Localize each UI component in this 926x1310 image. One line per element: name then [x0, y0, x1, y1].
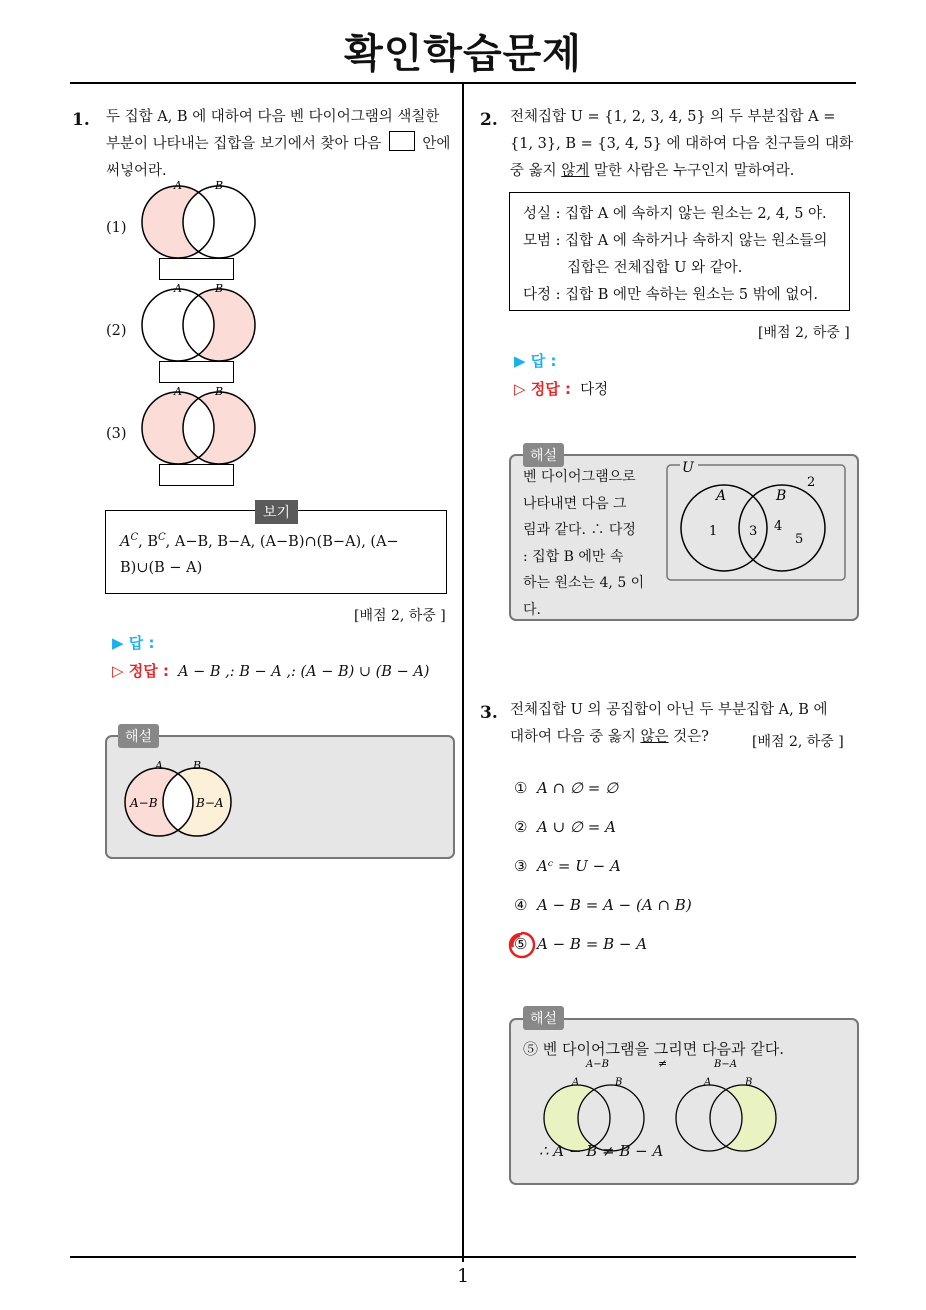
venn-label-b: B: [615, 1077, 623, 1088]
explanation-panel: [105, 735, 455, 859]
option-number: ③: [514, 857, 528, 875]
venn-label-a: A: [174, 385, 182, 398]
venn-diagram-b-minus-a: [135, 278, 260, 363]
option-2[interactable]: [514, 818, 616, 836]
venn-label-a: A: [155, 759, 163, 772]
explanation-tag: 해설: [523, 1006, 564, 1030]
option-4[interactable]: [514, 896, 692, 914]
bogi-fragment: , A−B, B−A, (A−B)∩(B−A), (A−: [165, 533, 399, 550]
part-label: (3): [106, 426, 127, 442]
dialog-box: [509, 192, 850, 311]
explanation-panel: [509, 1018, 859, 1185]
question-text: [510, 104, 860, 185]
question-text-fragment: 중 옳지: [510, 163, 557, 179]
region-label-b-minus-a: B−A: [196, 796, 224, 810]
option-expression: A − B = B − A: [537, 935, 648, 953]
dialog-line: 모범 : 집합 A 에 속하거나 속하지 않는 원소들의: [523, 233, 828, 249]
question-text-fragment: 대하여 다음 중 옳지: [510, 729, 636, 745]
question-text-fragment: 부분이 나타내는 집합을 보기에서 찾아 다음: [106, 136, 382, 152]
selected-answer-circle-icon: [506, 929, 538, 961]
explanation-line: 림과 같다. ∴ 다정: [523, 522, 636, 538]
option-number: ②: [514, 818, 528, 836]
universe-label: U: [682, 460, 694, 476]
question-text-line: 전체집합 U = {1, 2, 3, 4, 5} 의 두 부분집합 A =: [510, 109, 836, 125]
option-expression: Aᶜ = U − A: [537, 857, 621, 875]
column-divider: [462, 84, 464, 1262]
venn-label-b: B: [215, 385, 224, 398]
venn-diagram-a-minus-b: [135, 175, 260, 260]
bogi-tag: 보기: [255, 500, 298, 524]
explanation-line: ⑤ 벤 다이어그램을 그리면 다음과 같다.: [523, 1040, 784, 1058]
explanation-venn-comparison: [536, 1055, 836, 1155]
footer-rule: [70, 1256, 856, 1258]
dialog-line: 다정 : 집합 B 에만 속하는 원소는 5 밖에 없어.: [523, 287, 818, 303]
correct-label: ▷ 정답 :: [112, 662, 169, 680]
option-1[interactable]: [514, 779, 618, 797]
region-label-a-minus-b: A−B: [130, 796, 158, 810]
question-text-line: 전체집합 U 의 공집합이 아닌 두 부분집합 A, B 에: [510, 702, 828, 718]
venn-label-a: A: [174, 282, 182, 295]
bogi-fragment: A: [120, 533, 131, 550]
element-1: 1: [709, 524, 718, 539]
page-number: 1: [456, 1265, 470, 1287]
blank-box: [389, 131, 415, 151]
explanation-line: 다.: [523, 601, 541, 618]
question-number: 2.: [480, 110, 498, 130]
answer-box-2[interactable]: [159, 361, 234, 383]
correct-label: ▷ 정답 :: [514, 380, 571, 398]
answer-label: ▶ 답 :: [514, 352, 557, 370]
option-expression: A ∪ ∅ = A: [537, 818, 616, 836]
bogi-content: [120, 525, 399, 581]
explanation-line: 하는 원소는 4, 5 이: [523, 575, 645, 591]
question-text-line: 써넣어라.: [106, 163, 167, 179]
score-label: [배점 2, 하중 ]: [758, 325, 850, 341]
venn-label-a: A: [572, 1077, 580, 1088]
venn-label-a: A: [716, 488, 727, 504]
score-label: [배점 2, 하중 ]: [354, 608, 446, 624]
universe-venn-diagram: [664, 460, 850, 584]
question-number: 3.: [480, 703, 498, 723]
bogi-line-1: [120, 525, 399, 555]
answer-box-3[interactable]: [159, 464, 234, 486]
bogi-fragment: C: [130, 532, 139, 543]
venn-label-b: B: [193, 759, 202, 772]
part-label: (2): [106, 323, 127, 339]
option-3[interactable]: [514, 857, 621, 875]
element-2: 2: [807, 475, 816, 490]
conclusion: ∴ A − B ≠ B − A: [539, 1142, 664, 1160]
answer-label: ▶ 답 :: [112, 634, 155, 652]
explanation-tag: 해설: [523, 443, 564, 467]
underlined-word: 않은: [640, 729, 669, 745]
option-number: ④: [514, 896, 528, 914]
element-4: 4: [774, 519, 783, 534]
option-number: ⑤: [514, 935, 528, 953]
caption-a-minus-b: A−B: [586, 1059, 609, 1070]
explanation-line: : 집합 B 에만 속: [523, 548, 624, 565]
correct-answer: [112, 660, 429, 681]
element-5: 5: [795, 532, 804, 547]
question-text-fragment: 말한 사람은 누구인지 말하여라.: [593, 163, 795, 179]
venn-label-a: A: [174, 179, 182, 192]
dialog-content: [523, 201, 827, 309]
venn-label-b: B: [215, 179, 224, 192]
answer-box-1[interactable]: [159, 258, 234, 280]
part-label: (1): [106, 220, 127, 236]
venn-label-b: B: [215, 282, 224, 295]
question-text: [106, 104, 458, 185]
dialog-line: 성실 : 집합 A 에 속하지 않는 원소는 2, 4, 5 야.: [523, 206, 827, 222]
question-number: 1.: [72, 110, 90, 130]
explanation-venn: [117, 757, 247, 847]
correct-answer: [514, 378, 608, 399]
option-expression: A ∩ ∅ = ∅: [537, 779, 619, 797]
question-text-line: {1, 3}, B = {3, 4, 5} 에 대하여 다음 친구들의 대화: [510, 136, 854, 152]
caption-not-equal: ≠: [658, 1057, 668, 1070]
venn-label-b: B: [776, 488, 787, 504]
explanation-panel: [509, 454, 859, 621]
element-3: 3: [749, 524, 758, 539]
question-text-fragment: 안에: [422, 136, 451, 152]
page-title: 확인학습문제: [344, 31, 582, 77]
bogi-fragment: C: [158, 532, 166, 543]
venn-label-a: A: [704, 1077, 712, 1088]
caption-b-minus-a: B−A: [714, 1059, 737, 1070]
correct-value: A − B ,: B − A ,: (A − B) ∪ (B − A): [178, 664, 430, 680]
question-text-line: [106, 131, 458, 158]
explanation-tag: 해설: [118, 724, 159, 748]
score-label: [배점 2, 하중 ]: [752, 734, 844, 750]
correct-value: 다정: [580, 382, 609, 398]
question-text-fragment: 것은?: [673, 729, 709, 745]
venn-label-b: B: [745, 1077, 753, 1088]
underlined-word: 않게: [561, 163, 590, 179]
explanation-line: 나타내면 다음 그: [523, 495, 627, 512]
dialog-line: 집합은 전체집합 U 와 같아.: [567, 260, 743, 276]
option-number: ①: [514, 779, 528, 797]
explanation-line: 벤 다이어그램으로: [523, 469, 636, 485]
bogi-line-2: B)∪(B − A): [120, 559, 203, 576]
bogi-fragment: , B: [138, 533, 159, 550]
option-expression: A − B = A − (A ∩ B): [537, 896, 692, 914]
venn-diagram-symmetric-difference: [135, 381, 260, 466]
question-text-line: 두 집합 A, B 에 대하여 다음 벤 다이어그램의 색칠한: [106, 109, 440, 125]
question-text-line: [510, 158, 860, 185]
explanation-text: [523, 464, 653, 623]
